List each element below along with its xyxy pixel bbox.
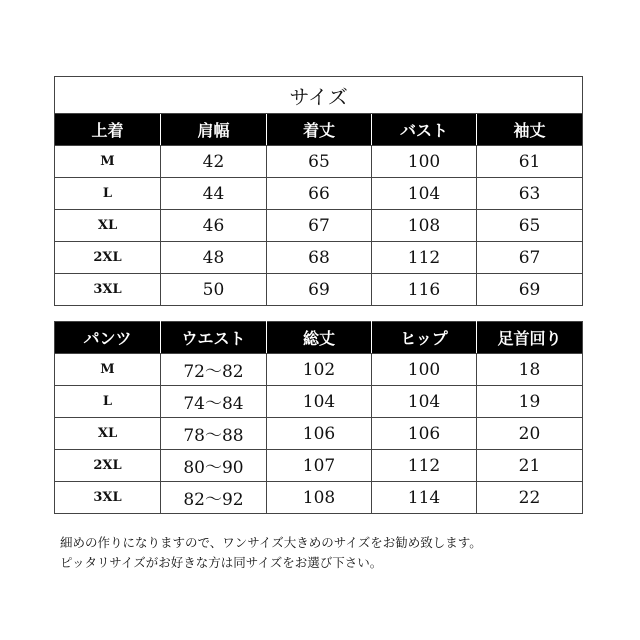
table-cell: 20 <box>477 418 583 450</box>
size-label: L <box>55 178 161 210</box>
table-cell: 61 <box>477 146 583 178</box>
table-cell: 108 <box>267 482 372 514</box>
table-cell: 42 <box>161 146 267 178</box>
size-label: 2XL <box>55 450 161 482</box>
table-row <box>55 386 583 418</box>
table-cell: 104 <box>372 178 477 210</box>
table-cell: 50 <box>161 274 267 306</box>
pants-size-table <box>54 321 583 514</box>
pants-header-row <box>55 322 583 354</box>
table-cell: 100 <box>372 146 477 178</box>
sizing-note: 細めの作りになりますので、ワンサイズ大きめのサイズをお勧め致します。 <box>60 535 482 550</box>
table-cell: 63 <box>477 178 583 210</box>
size-label: XL <box>55 210 161 242</box>
table-cell: 108 <box>372 210 477 242</box>
table-cell: 65 <box>477 210 583 242</box>
size-label: 2XL <box>55 242 161 274</box>
table-row <box>55 274 583 306</box>
size-label: 3XL <box>55 482 161 514</box>
table-cell: 66 <box>267 178 372 210</box>
size-chart-title: サイズ <box>55 77 583 114</box>
size-label: XL <box>55 418 161 450</box>
sizing-note: ピッタリサイズがお好きな方は同サイズをお選び下さい。 <box>60 555 383 570</box>
table-cell: 46 <box>161 210 267 242</box>
table-row <box>55 178 583 210</box>
table-cell: 22 <box>477 482 583 514</box>
table-cell: 112 <box>372 450 477 482</box>
table-cell: 80～90 <box>161 450 267 482</box>
tops-header-cell: 上着 <box>55 114 161 146</box>
size-label: M <box>55 354 161 386</box>
table-row <box>55 482 583 514</box>
table-row <box>55 242 583 274</box>
table-cell: 21 <box>477 450 583 482</box>
table-cell: 112 <box>372 242 477 274</box>
table-cell: 67 <box>267 210 372 242</box>
size-label: M <box>55 146 161 178</box>
table-row <box>55 210 583 242</box>
table-row <box>55 146 583 178</box>
table-cell: 48 <box>161 242 267 274</box>
table-cell: 72～82 <box>161 354 267 386</box>
tops-header-cell: 袖丈 <box>477 114 583 146</box>
table-cell: 106 <box>372 418 477 450</box>
table-row <box>55 450 583 482</box>
table-cell: 116 <box>372 274 477 306</box>
table-cell: 104 <box>267 386 372 418</box>
pants-header-cell: ウエスト <box>161 322 267 354</box>
tops-header-row <box>55 114 583 146</box>
table-cell: 18 <box>477 354 583 386</box>
tops-header-cell: バスト <box>372 114 477 146</box>
table-cell: 67 <box>477 242 583 274</box>
table-cell: 107 <box>267 450 372 482</box>
tops-size-table <box>54 76 583 306</box>
size-label: 3XL <box>55 274 161 306</box>
pants-header-cell: パンツ <box>55 322 161 354</box>
table-row <box>55 418 583 450</box>
table-cell: 69 <box>477 274 583 306</box>
table-cell: 106 <box>267 418 372 450</box>
table-cell: 78～88 <box>161 418 267 450</box>
table-cell: 19 <box>477 386 583 418</box>
pants-header-cell: 総丈 <box>267 322 372 354</box>
table-cell: 102 <box>267 354 372 386</box>
table-cell: 69 <box>267 274 372 306</box>
table-cell: 74～84 <box>161 386 267 418</box>
table-cell: 104 <box>372 386 477 418</box>
table-cell: 65 <box>267 146 372 178</box>
table-cell: 82～92 <box>161 482 267 514</box>
table-row <box>55 354 583 386</box>
pants-header-cell: 足首回り <box>477 322 583 354</box>
pants-header-cell: ヒップ <box>372 322 477 354</box>
table-cell: 100 <box>372 354 477 386</box>
table-cell: 114 <box>372 482 477 514</box>
tops-header-cell: 着丈 <box>267 114 372 146</box>
tops-header-cell: 肩幅 <box>161 114 267 146</box>
table-cell: 44 <box>161 178 267 210</box>
table-cell: 68 <box>267 242 372 274</box>
size-label: L <box>55 386 161 418</box>
